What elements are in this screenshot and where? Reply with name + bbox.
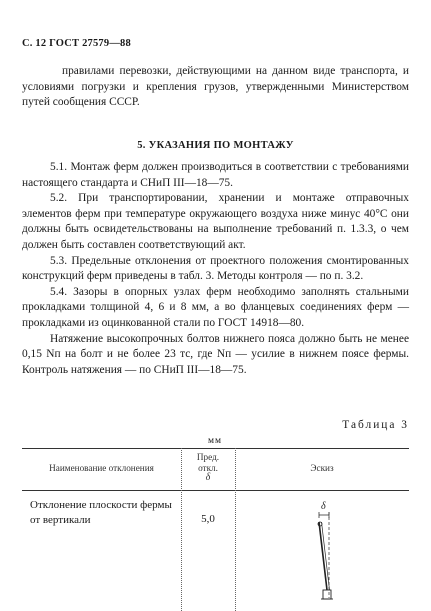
section-title: 5. УКАЗАНИЯ ПО МОНТАЖУ: [137, 140, 294, 151]
header-tolerance: Пред. откл. δ: [196, 452, 220, 483]
header-sketch: Эскиз: [310, 463, 334, 473]
section-body: [22, 160, 409, 378]
truss-verticality-sketch: [295, 498, 355, 608]
table-top-rule: [22, 448, 409, 449]
paragraph-5-1: 5.1. Монтаж ферм должен производиться в соответствии с требованиями настоящего стандарта и СНиП III—18—75.: [22, 161, 409, 189]
delta-label: δ: [321, 501, 326, 512]
table-header-rule: [22, 490, 409, 491]
table-caption: Таблица 3: [342, 419, 409, 431]
header-deviation-name: Наименование отклонения: [49, 463, 154, 473]
row-tolerance-value: 5,0: [201, 513, 215, 525]
intro-paragraph: правилами перевозки, действующими на данном виде транспорта, и условиями погрузки и крепления грузов, утвержденными Министерством путей сообщения СССР.: [22, 65, 409, 109]
paragraph-5-4: 5.4. Зазоры в опорных узлах ферм необходимо заполнять стальными прокладками толщиной 4, 6 и 8 мм, а во фланцевых соединениях ферм — прокладками из оцинкованной стали по ГОСТ 14918—80.: [22, 285, 409, 329]
row-deviation-name: Отклонение плоскости фермы от вертикали: [30, 499, 172, 526]
paragraph-5-2: 5.2. При транспортировании, хранении и монтаже отправочных элементов ферм при температуре окружающего воздуха ниже минус 40°С они должны быть освидетельствованы на выполнение требований п. 1.3.3, о чем должен быть составлен соответствующий акт.: [22, 192, 409, 251]
paragraph-bolt-tension: Натяжение высокопрочных болтов нижнего пояса должно быть не менее 0,15 Nп на болт и не более 23 тс, где Nп — усилие в нижнем поясе фермы. Контроль натяжения — по СНиП III—18—75.: [22, 332, 409, 376]
page-header: С. 12 ГОСТ 27579—88: [22, 38, 131, 49]
table-unit: мм: [208, 436, 223, 446]
paragraph-5-3: 5.3. Предельные отклонения от проектного положения смонтированных конструкций ферм приведены в табл. 3. Методы контроля — по п. 3.2.: [22, 254, 409, 283]
